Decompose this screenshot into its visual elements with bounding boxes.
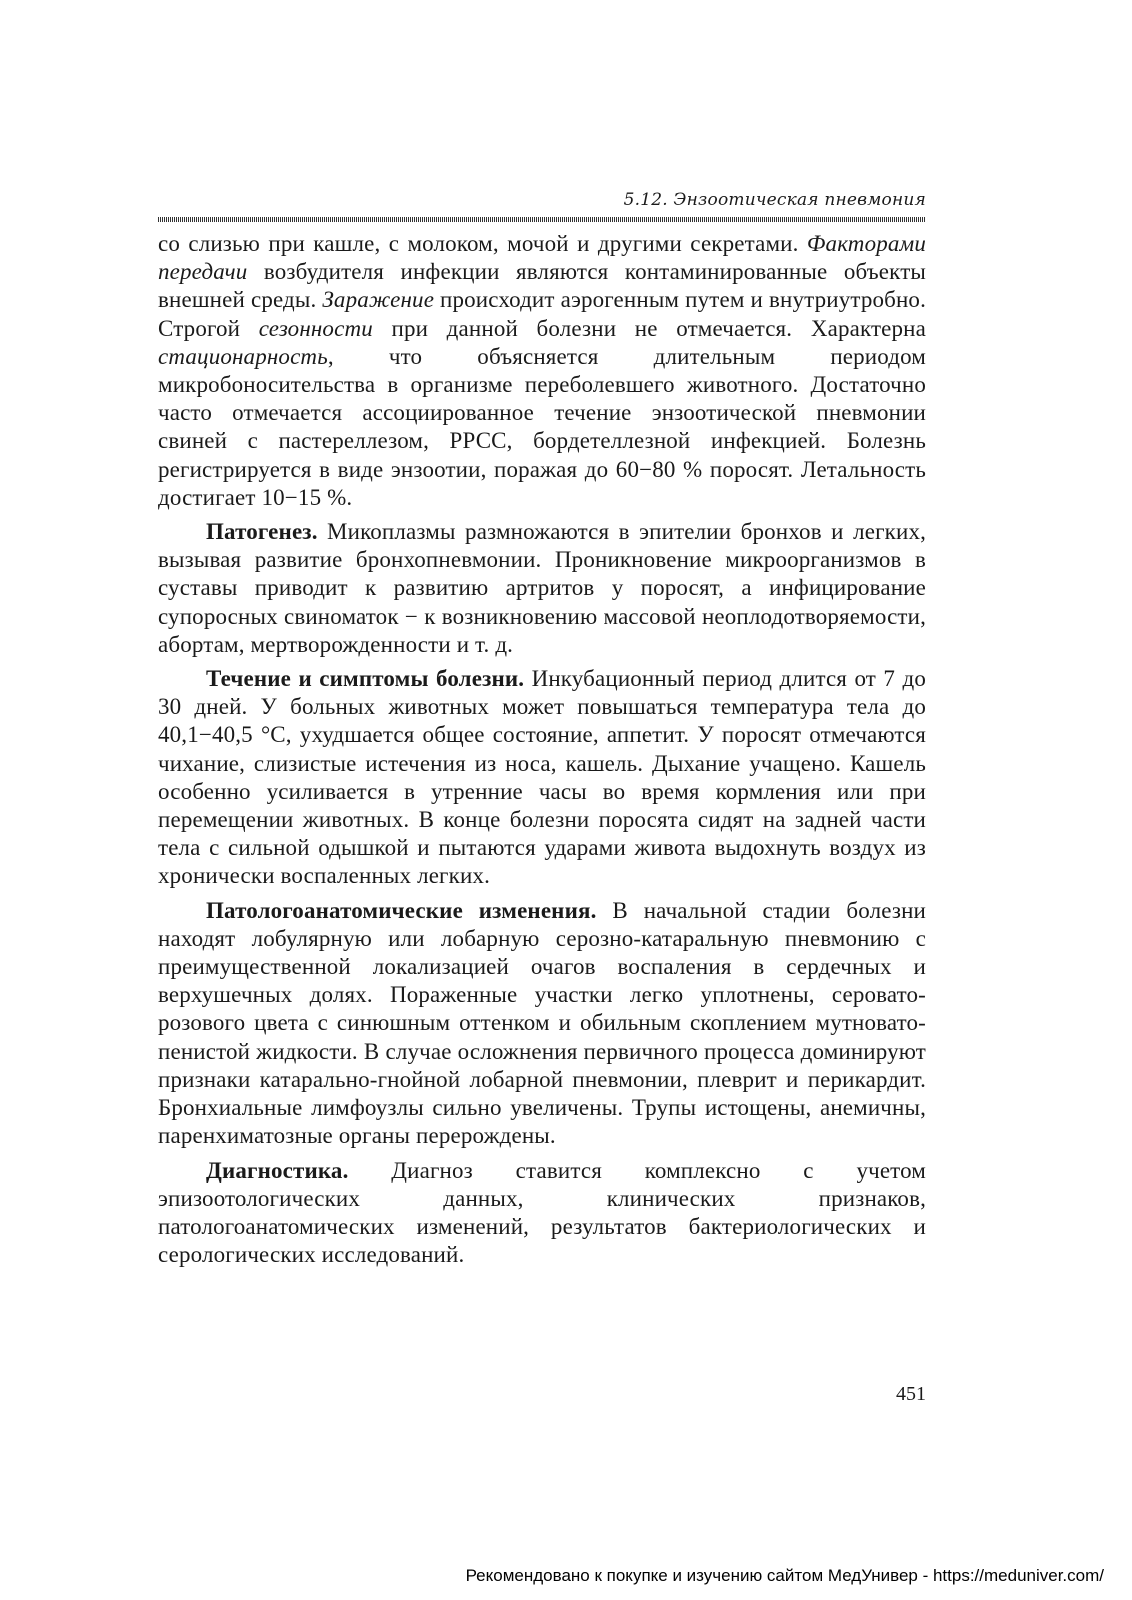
footer-note: Рекомендовано к покупке и изучению сайтом МедУнивер - https://meduniver.com/ — [465, 1566, 1104, 1585]
section-heading: Патологоанатомические изменения. — [206, 897, 597, 923]
paragraph-transmission — [158, 230, 926, 512]
text-run: Инкубационный период длится от 7 до 30 дней. У больных животных может повышаться температура тела до 40,1−40,5 °С, ухудшается общее состояние, аппетит. У поросят отмечаются чихание, слизистые истечения из носа, кашель. Дыхание учащено. Кашель особенно усиливается в утренние часы во время кормления или при перемещении животных. В конце болезни поросята сидят на задней части тела с сильной одышкой и пытаются ударами живота выдохнуть воздух из хронически воспаленных легких. — [158, 666, 926, 889]
page-number: 451 — [896, 1383, 926, 1405]
section-heading: Диагностика. — [206, 1157, 349, 1183]
emphasis-term: Заражение — [322, 287, 435, 313]
running-head: 5.12. Энзоотическая пневмония — [623, 190, 926, 210]
emphasis-term: стационарность — [158, 343, 328, 369]
section-heading: Течение и симптомы болезни. — [206, 666, 525, 692]
paragraph-symptoms — [158, 665, 926, 891]
text-run: , что объясняется длительным периодом микробоносительства в организме переболевшего животного. Достаточно часто отмечается ассоциированное течение энзоотической пневмонии свиней с пастереллезом, РРСС, бордетеллезной инфекцией. Болезнь регистрируется в виде энзоотии, поражая до 60−80 % поросят. Летальность достигает 10−15 %. — [158, 343, 926, 510]
emphasis-term: сезонности — [258, 315, 373, 341]
body-text — [158, 230, 926, 1275]
paragraph-diagnostics — [158, 1157, 926, 1270]
paragraph-pathogenesis — [158, 518, 926, 659]
header-rule — [158, 217, 926, 222]
text-run: Диагноз ставится комплексно с учетом эпизоотологических данных, клинических признаков, патологоанатомических изменений, результатов бактериологических и серологических исследований. — [158, 1157, 926, 1268]
text-run: происходит аэрогенным путем и внутриутробно. Строгой — [158, 287, 926, 341]
text-run: возбудителя инфекции являются контаминированные объекты внешней среды. — [158, 259, 926, 313]
section-heading: Патогенез. — [206, 519, 318, 545]
text-run: со слизью при кашле, с молоком, мочой и другими секретами. — [158, 231, 807, 256]
text-run: В начальной стадии болезни находят лобулярную или лобарную серозно-катаральную пневмонию с преимущественной локализацией очагов воспаления в сердечных и верхушечных долях. Пораженные участки легко уплотнены, серовато-розового цвета с синюшным оттенком и обильным скоплением мутновато-пенистой жидкости. В случае осложнения первичного процесса доминируют признаки катарально-гнойной лобарной пневмонии, плеврит и перикардит. Бронхиальные лимфоузлы сильно увеличены. Трупы истощены, анемичны, паренхиматозные органы перерождены. — [158, 897, 926, 1149]
text-run: при данной болезни не отмечается. Характерна — [372, 315, 926, 341]
text-run: Микоплазмы размножаются в эпителии бронхов и легких, вызывая развитие бронхопневмонии. Проникновение микроорганизмов в суставы приводит к развитию артритов у поросят, а инфицирование супоросных свиноматок − к возникновению массовой неоплодотворяемости, абортам, мертворожденности и т. д. — [158, 519, 926, 657]
emphasis-term: Факторами передачи — [158, 231, 926, 285]
paragraph-pathology — [158, 897, 926, 1151]
